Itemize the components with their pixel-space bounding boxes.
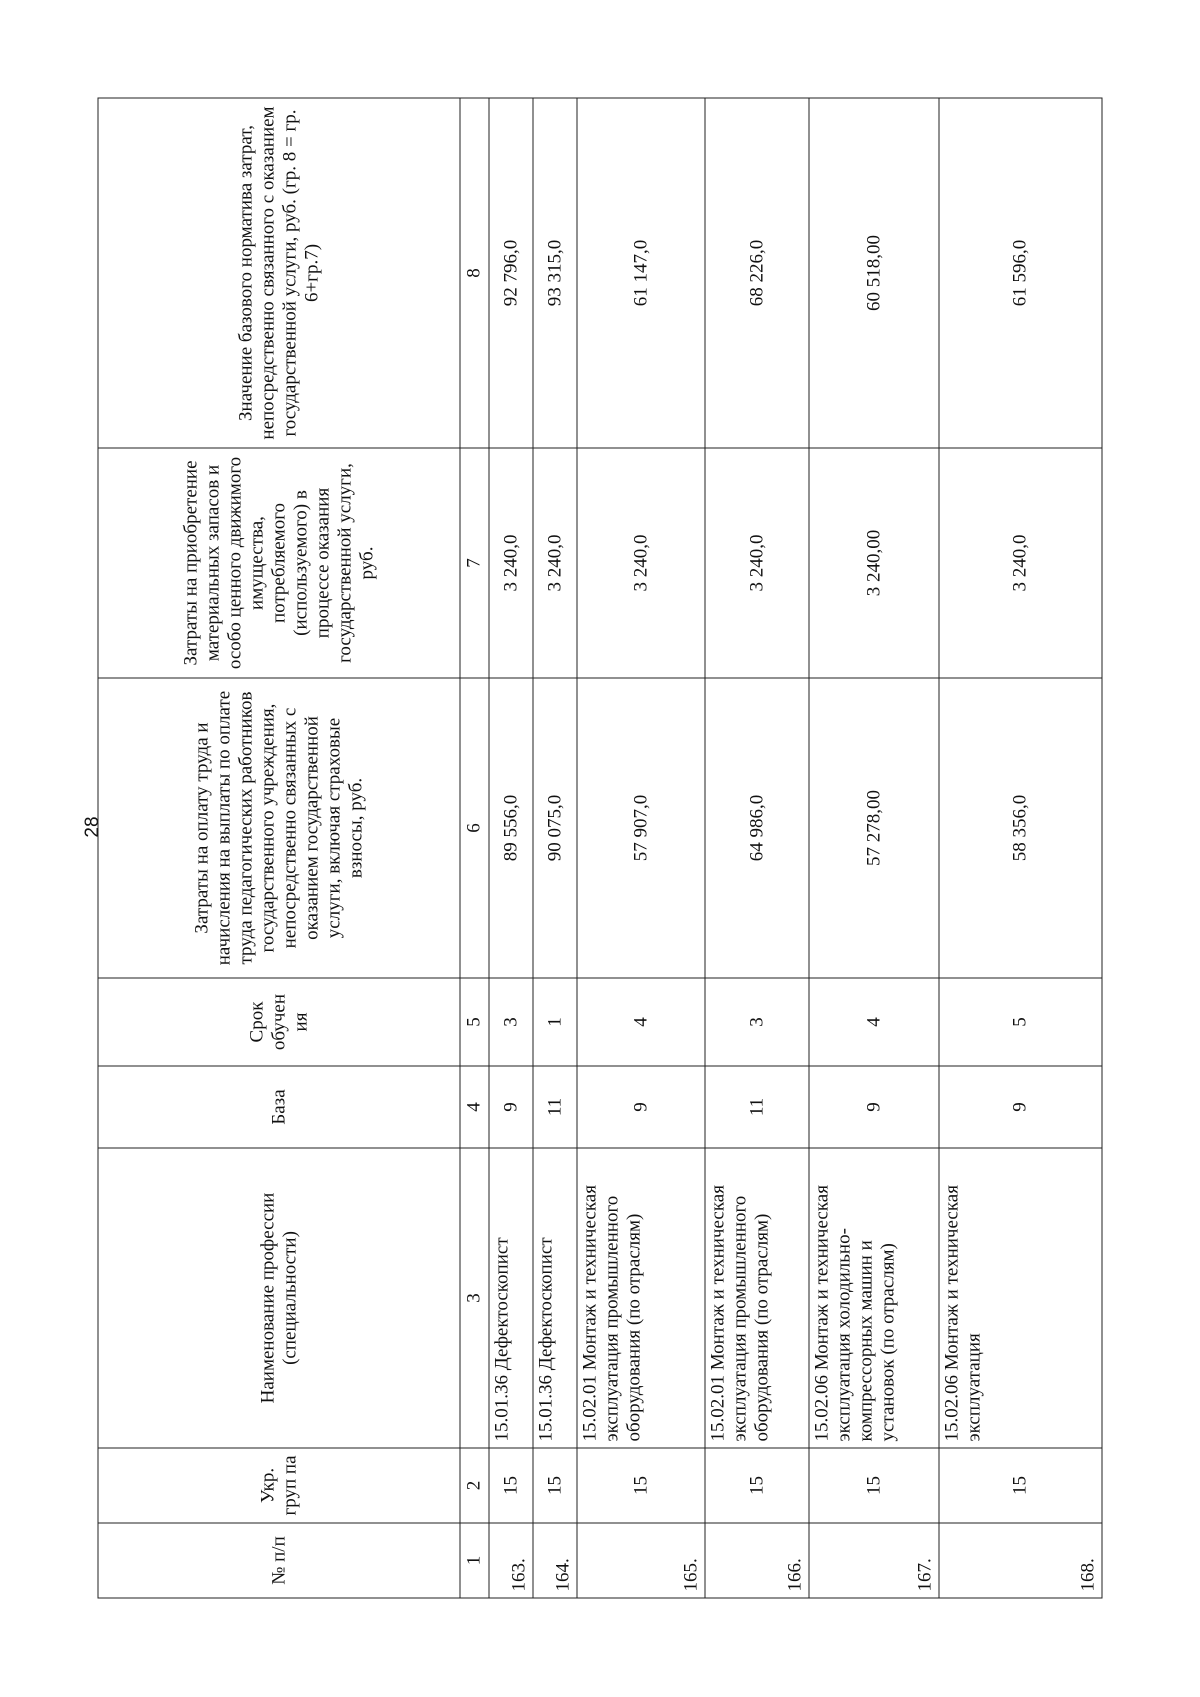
table-row bbox=[577, 98, 705, 1598]
profession-name-cell: 15.02.01 Монтаж и техническая эксплуатация промышленного оборудования (по отраслям) bbox=[705, 1148, 809, 1448]
group-cell: 15 bbox=[577, 1448, 705, 1523]
base-cell: 9 bbox=[489, 1066, 533, 1148]
table-row bbox=[705, 98, 809, 1598]
column-number-row bbox=[460, 98, 489, 1598]
labor-cost-cell: 57 278,00 bbox=[809, 678, 939, 978]
header-cell: Наименование профессии (специальности) bbox=[98, 1148, 460, 1448]
table-row bbox=[809, 98, 939, 1598]
row-number: 167. bbox=[809, 1523, 939, 1598]
table-row bbox=[939, 98, 1102, 1598]
labor-cost-cell: 57 907,0 bbox=[577, 678, 705, 978]
group-cell: 15 bbox=[705, 1448, 809, 1523]
column-number: 6 bbox=[460, 678, 489, 978]
term-cell: 1 bbox=[533, 978, 577, 1066]
column-number: 8 bbox=[460, 98, 489, 448]
page-number: 28 bbox=[82, 816, 103, 838]
header-cell: № п/п bbox=[98, 1523, 460, 1598]
base-cell: 11 bbox=[705, 1066, 809, 1148]
term-cell: 5 bbox=[939, 978, 1102, 1066]
term-cell: 3 bbox=[489, 978, 533, 1066]
materials-cost-cell: 3 240,00 bbox=[809, 448, 939, 678]
header-cell: Укр. груп па bbox=[98, 1448, 460, 1523]
total-cost-cell: 92 796,0 bbox=[489, 98, 533, 448]
group-cell: 15 bbox=[489, 1448, 533, 1523]
header-cell: Затраты на приобретение материальных запасов и особо ценного движимого имущества, потребляемого (используемого) в процессе оказания государственной услуги, руб. bbox=[98, 448, 460, 678]
total-cost-cell: 93 315,0 bbox=[533, 98, 577, 448]
profession-name-cell: 15.02.06 Монтаж и техническая эксплуатация холодильно-компрессорных машин и установок (по отраслям) bbox=[809, 1148, 939, 1448]
group-cell: 15 bbox=[939, 1448, 1102, 1523]
group-cell: 15 bbox=[809, 1448, 939, 1523]
row-number: 166. bbox=[705, 1523, 809, 1598]
row-number: 165. bbox=[577, 1523, 705, 1598]
labor-cost-cell: 58 356,0 bbox=[939, 678, 1102, 978]
rotated-table-container bbox=[98, 99, 1103, 1599]
total-cost-cell: 60 518,00 bbox=[809, 98, 939, 448]
header-cell: База bbox=[98, 1066, 460, 1148]
header-row bbox=[98, 98, 460, 1598]
total-cost-cell: 61 596,0 bbox=[939, 98, 1102, 448]
total-cost-cell: 61 147,0 bbox=[577, 98, 705, 448]
row-number: 164. bbox=[533, 1523, 577, 1598]
materials-cost-cell: 3 240,0 bbox=[489, 448, 533, 678]
labor-cost-cell: 64 986,0 bbox=[705, 678, 809, 978]
labor-cost-cell: 89 556,0 bbox=[489, 678, 533, 978]
table-row bbox=[533, 98, 577, 1598]
header-cell: Срок обучен ия bbox=[98, 978, 460, 1066]
header-cell: Затраты на оплату труда и начисления на выплаты по оплате труда педагогических работников государственного учреждения, непосредственно связанных с оказанием государственной услуги, включая страховые взносы, руб. bbox=[98, 678, 460, 978]
row-number: 168. bbox=[939, 1523, 1102, 1598]
profession-name-cell: 15.02.01 Монтаж и техническая эксплуатация промышленного оборудования (по отраслям) bbox=[577, 1148, 705, 1448]
term-cell: 4 bbox=[577, 978, 705, 1066]
column-number: 4 bbox=[460, 1066, 489, 1148]
cost-norms-table bbox=[98, 98, 1103, 1599]
column-number: 3 bbox=[460, 1148, 489, 1448]
term-cell: 3 bbox=[705, 978, 809, 1066]
row-number: 163. bbox=[489, 1523, 533, 1598]
base-cell: 9 bbox=[939, 1066, 1102, 1148]
materials-cost-cell: 3 240,0 bbox=[533, 448, 577, 678]
labor-cost-cell: 90 075,0 bbox=[533, 678, 577, 978]
profession-name-cell: 15.02.06 Монтаж и техническая эксплуатация bbox=[939, 1148, 1102, 1448]
term-cell: 4 bbox=[809, 978, 939, 1066]
profession-name-cell: 15.01.36 Дефектоскопист bbox=[489, 1148, 533, 1448]
profession-name-cell: 15.01.36 Дефектоскопист bbox=[533, 1148, 577, 1448]
materials-cost-cell: 3 240,0 bbox=[705, 448, 809, 678]
header-cell: Значение базового норматива затрат, непосредственно связанного с оказанием государственной услуги, руб. (гр. 8 = гр. 6+гр.7) bbox=[98, 98, 460, 448]
column-number: 1 bbox=[460, 1523, 489, 1598]
base-cell: 9 bbox=[577, 1066, 705, 1148]
table-row bbox=[489, 98, 533, 1598]
base-cell: 11 bbox=[533, 1066, 577, 1148]
column-number: 2 bbox=[460, 1448, 489, 1523]
total-cost-cell: 68 226,0 bbox=[705, 98, 809, 448]
base-cell: 9 bbox=[809, 1066, 939, 1148]
materials-cost-cell: 3 240,0 bbox=[939, 448, 1102, 678]
column-number: 7 bbox=[460, 448, 489, 678]
materials-cost-cell: 3 240,0 bbox=[577, 448, 705, 678]
group-cell: 15 bbox=[533, 1448, 577, 1523]
column-number: 5 bbox=[460, 978, 489, 1066]
